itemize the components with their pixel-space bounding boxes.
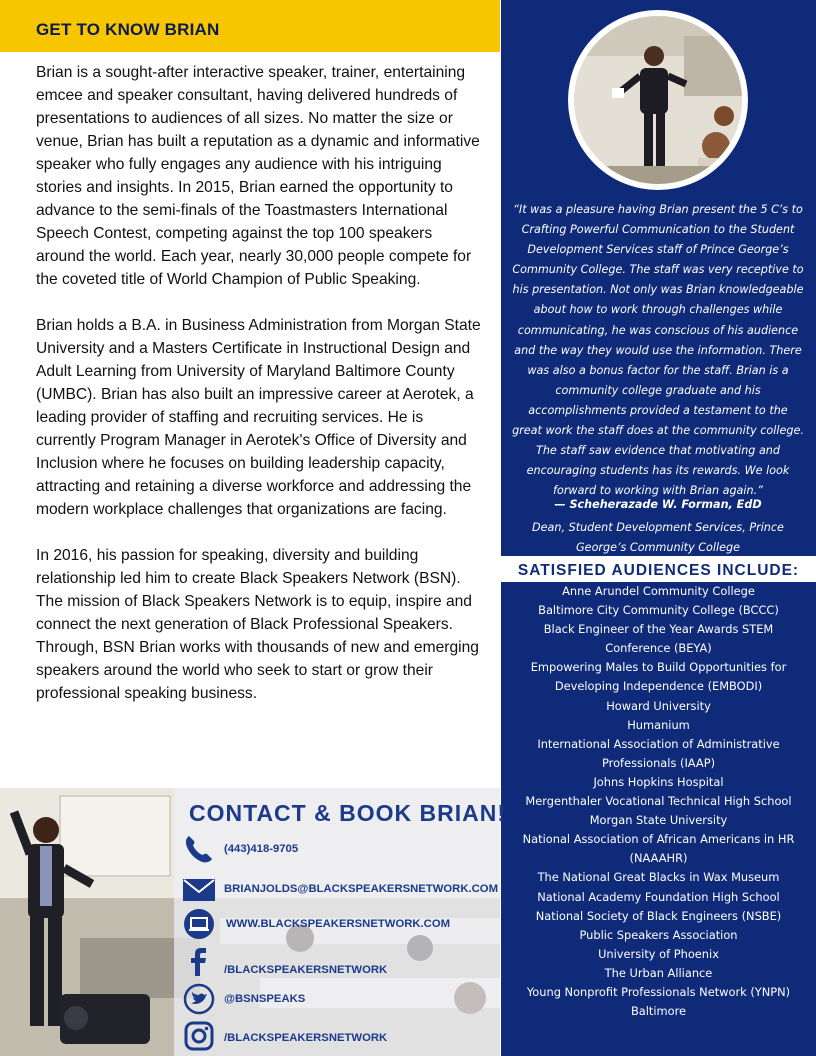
audience-item: Morgan State University — [589, 813, 728, 828]
audiences-title: SATISFIED AUDIENCES INCLUDE: — [517, 562, 800, 579]
testimonial-role: Dean, Student Development Services, Prince George’s Community College — [532, 521, 784, 554]
audience-item: Humanium — [627, 717, 690, 732]
audience-item: Young Nonprofit Professionals Network (YNPN) Baltimore — [526, 984, 791, 1019]
audience-item: International Association of Administrative Professionals (IAAP) — [537, 736, 780, 770]
audience-item: University of Phoenix — [598, 946, 719, 961]
facebook-icon — [182, 944, 216, 978]
audience-item: Anne Arundel Community College — [562, 584, 755, 598]
audience-item: The National Great Blacks in Wax Museum — [537, 870, 780, 885]
audience-item: National Academy Foundation High School — [537, 889, 780, 904]
audience-item: Public Speakers Association — [579, 927, 738, 942]
bio-paragraph: Brian holds a B.A. in Business Administration from Morgan State University and a Masters Certificate in Instructional Design and Adult Learning from University of Maryland Baltimore County (UMBC). Brian has also built an impressive career at Aerotek, a leading provider of staffing and recruiting services. He is currently Program Manager in Aerotek's Office of Diversity and Inclusion where he focuses on building leadership capacity, attracting and retaining a diverse workforce and addressing the modern workplace challenges that organizations are facing. — [36, 317, 481, 518]
audience-item: Johns Hopkins Hospital — [593, 774, 724, 789]
audience-item: Mergenthaler Vocational Technical High School — [525, 794, 792, 809]
bio-paragraph: Brian is a sought-after interactive speaker, trainer, entertaining emcee and speaker consultant, having delivered hundreds of presentations to audiences of all sizes. No matter the size or venue, Brian has built a reputation as a dynamic and informative speaker who fully engages any audience with his intriguing stories and insights. In 2015, Brian earned the opportunity to advance to the semi-finals of the Toastmasters International Speech Contest, competing against the top 100 speakers around the world. Each year, nearly 30,000 people compete for the coveted title of World Champion of Public Speaking. — [36, 64, 480, 288]
testimonial-author: — Scheherazade W. Forman, EdD — [554, 498, 762, 511]
twitter-link[interactable]: @BSNSPEAKS — [224, 993, 306, 1005]
audience-item: Empowering Males to Build Opportunities for Developing Independence (EMBODI) — [530, 660, 787, 694]
audience-item: The Urban Alliance — [604, 965, 713, 980]
phone-icon — [182, 832, 216, 866]
speaker-photo — [574, 16, 742, 184]
phone-number[interactable]: (443)418-9705 — [224, 843, 299, 855]
audience-item: National Society of Black Engineers (NSBE) — [535, 908, 782, 923]
facebook-link[interactable]: /BLACKSPEAKERSNETWORK — [224, 964, 388, 976]
audience-item: Baltimore City Community College (BCCC) — [538, 603, 779, 618]
email-icon — [182, 872, 216, 906]
bio-paragraph: In 2016, his passion for speaking, diversity and building relationship led him to create Black Speakers Network (BSN). The mission of Black Speakers Network is to equip, inspire and connect the next generation of Black Professional Speakers. Through, BSN Brian works with thousands of new and emerging speakers around the world who seek to start or grow their professional speaking business. — [36, 547, 479, 702]
contact-title: CONTACT & BOOK BRIAN! — [189, 800, 506, 826]
bio-section — [36, 61, 482, 728]
twitter-icon — [182, 982, 216, 1016]
website-link[interactable]: WWW.BLACKSPEAKERSNETWORK.COM — [226, 918, 451, 930]
instagram-link[interactable]: /BLACKSPEAKERSNETWORK — [224, 1032, 388, 1044]
email-link[interactable]: BRIANJOLDS@BLACKSPEAKERSNETWORK.COM — [224, 883, 498, 895]
audience-item: National Association of African Americans in HR (NAAAHR) — [522, 832, 795, 866]
page-title: GET TO KNOW BRIAN — [36, 20, 220, 39]
audience-item: Howard University — [606, 698, 711, 713]
audience-item: Black Engineer of the Year Awards STEM Conference (BEYA) — [543, 622, 774, 656]
instagram-icon — [182, 1019, 216, 1053]
computer-icon — [182, 907, 216, 941]
audiences-list — [516, 582, 801, 1021]
testimonial-quote: “It was a pleasure having Brian present the 5 C’s to Crafting Powerful Communication to the Student Development Services staff of Prince George’s Community College. The staff was very receptive to his presentation. Not only was Brian knowledgeable about how to work through challenges while communicating, he was conscious of his audience and the way they would use the information. There was also a bonus factor for the staff. Brian is a community college graduate and his accomplishments provided a testament to the great work the staff does at the community college. The staff saw evidence that motivating and encouraging students has its rewards. We look forward to working with Brian again.” — [512, 203, 804, 498]
